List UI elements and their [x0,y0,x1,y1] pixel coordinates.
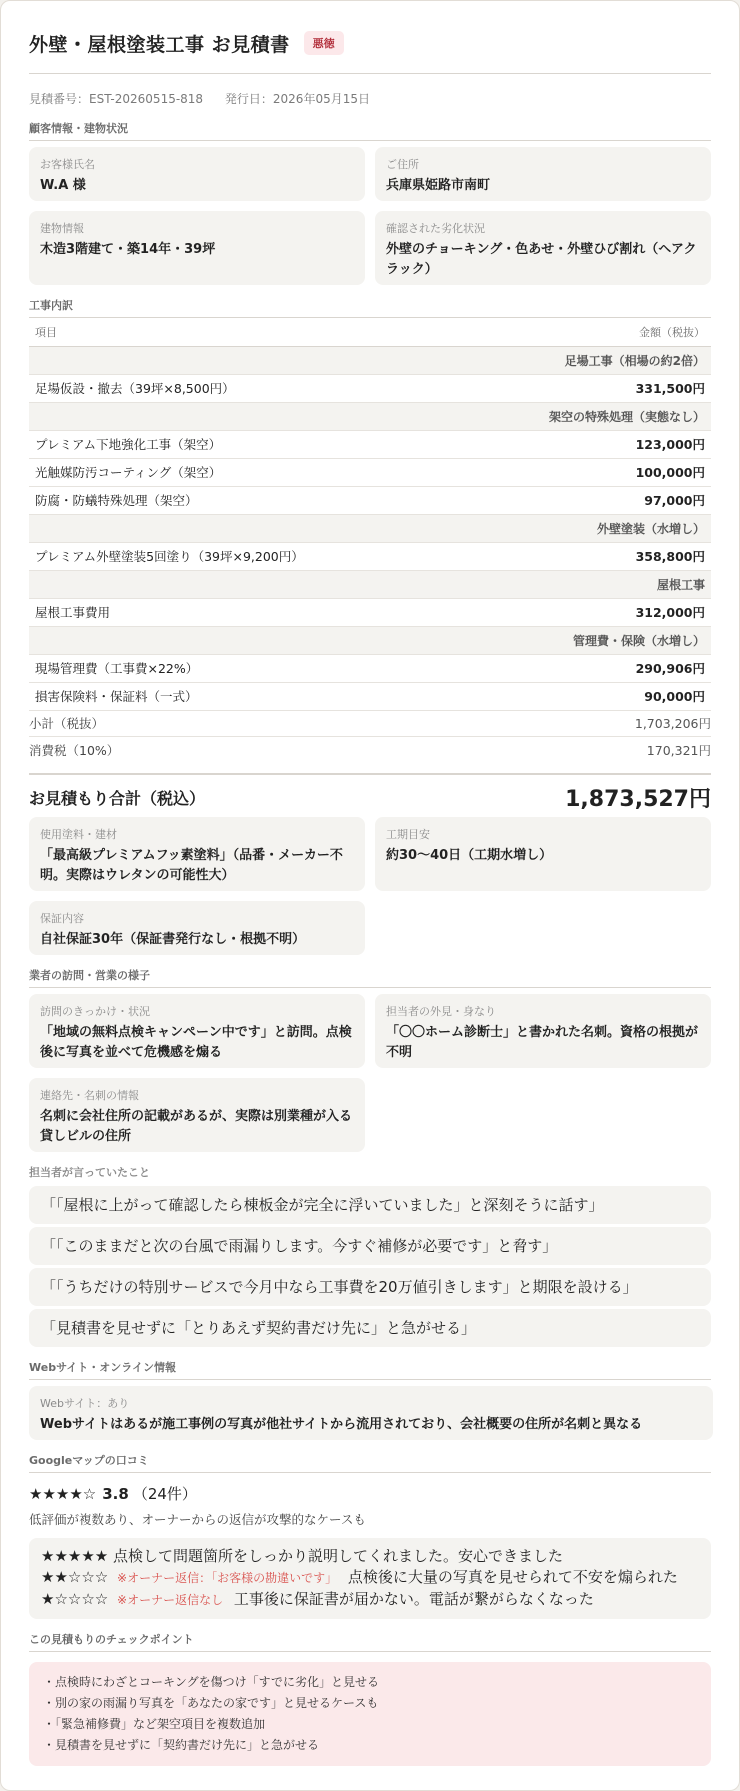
building-info-box [29,211,365,285]
issue-date: 発行日：2026年05月15日 [224,92,370,106]
checkpoint-item: ・「緊急補修費」など架空項目を複数追加 [43,1716,266,1731]
review-item [41,1567,699,1589]
rating-note: 低評価が複数あり、オーナーからの返信が攻撃的なケースも [29,1511,366,1527]
rep-appearance: 「〇〇ホーム診断士」と書かれた名刺。資格の根拠が不明 [386,1024,699,1060]
tax-row [29,737,711,763]
subtotal-row [29,711,711,737]
website-info: Webサイトはあるが施工事例の写真が他社サイトから流用されており、会社概要の住所が名刺と異なる [40,1416,643,1432]
table-row: 損害保険料・保証料（一式） 90,000円 [29,682,711,710]
checkpoint-item: ・点検時にわざとコーキングを傷つけ「すでに劣化」と見せる [43,1674,380,1689]
section-title-visit: 業者の訪問・営業の様子 [29,967,711,988]
total-value: 1,873,527円 [565,787,711,812]
table-row: 屋根工事費用 312,000円 [29,598,711,626]
construction-period: 約30〜40日（工期水増し） [386,847,553,863]
customer-name-box [29,147,365,201]
table-row: プレミアム下地強化工事（架空） 123,000円 [29,430,711,458]
field-label: 建物情報 [40,222,84,235]
field-label: ご住所 [386,158,419,171]
review-stars: ★★☆☆☆ [41,1567,109,1586]
website-box [29,1386,713,1440]
customer-name: W.A 様 [40,178,86,193]
col-item: 項目 [29,318,558,346]
field-label: 担当者の外見・身なり [386,1004,496,1018]
estimate-meta [29,90,711,108]
checkpoints-box [29,1662,711,1766]
saying-item: 「「うちだけの特別サービスで今月中なら工事費を20万値引きします」と期限を設ける」 [29,1268,711,1306]
table-row: プレミアム外壁塗装5回塗り（39坪×9,200円） 358,800円 [29,542,711,570]
field-label: 工期目安 [386,827,430,841]
customer-grid [29,147,711,285]
section-title-work: 工事内訳 [29,297,711,318]
owner-reply: ※オーナー返信：「お客様の勘違いです」 [117,1570,338,1585]
section-title-checkpoints: この見積もりのチェックポイント [29,1631,711,1652]
table-row: 光触媒防汚コーティング（架空） 100,000円 [29,458,711,486]
review-stars: ★★★★★ [41,1546,109,1565]
saying-item: 「「屋根に上がって確認したら棟板金が完全に浮いていました」と深刻そうに話す」 [29,1186,711,1224]
visit-reason-box [29,994,365,1068]
sayings-list [29,1186,711,1347]
title-row [29,27,711,59]
table-row: 足場仮設・撤去（39坪×8,500円） 331,500円 [29,374,711,402]
estimate-number: 見積番号：EST-20260515-818 [29,92,204,106]
construction-period-box [375,817,711,891]
warranty: 自社保証30年（保証書発行なし・根拠不明） [40,931,306,947]
table-group-row: 管理費・保険（水増し） [29,626,711,654]
deterioration-box [375,211,711,285]
saying-item: 「「このままだと次の台風で雨漏りします。今すぐ補修が必要です」と脅す」 [29,1227,711,1265]
subtotal-value: 1,703,206円 [634,716,711,731]
section-title-customer: 顧客情報・建物状況 [29,120,711,141]
paint-material-box [29,817,365,891]
total-row [29,773,711,813]
table-group-row: 屋根工事 [29,570,711,598]
review-item [41,1546,699,1567]
rating-stars: ★★★★☆ [29,1484,97,1503]
table-group-row: 足場工事（相場の約2倍） [29,346,711,374]
review-text: 工事後に保証書が届かない。電話が繋がらなくなった [233,1589,594,1608]
review-text: 点検後に大量の写真を見せられて不安を煽られた [347,1567,678,1586]
google-rating [29,1482,711,1506]
work-table [29,318,711,711]
building-info: 木造3階建て・築14年・39坪 [40,242,216,257]
customer-address: 兵庫県姫路市南町 [386,178,491,193]
table-group-row: 外壁塗装（水増し） [29,514,711,542]
col-amount: 金額（税抜） [558,318,711,346]
tax-label: 消費税（10%） [29,742,120,758]
field-label: 保証内容 [40,911,84,925]
total-label: お見積もり合計（税込） [29,789,206,808]
field-label: 確認された劣化状況 [386,222,485,235]
checkpoint-item: ・見積書を見せずに「契約書だけ先に」と急がせる [43,1737,320,1752]
field-label: お客様氏名 [40,158,95,171]
field-label: 使用塗料・建材 [40,827,117,841]
section-title-sayings: 担当者が言っていたこと [29,1165,150,1179]
spec-grid [29,817,711,955]
visit-reason: 「地域の無料点検キャンペーン中です」と訪問。点検後に写真を並べて危機感を煽る [40,1024,352,1060]
rating-value: 3.8 [102,1484,129,1503]
owner-reply: ※オーナー返信なし [117,1592,224,1607]
review-count: （24件） [132,1485,197,1503]
section-title-website: Webサイト・オンライン情報 [29,1359,711,1380]
subtotal-label: 小計（税抜） [29,716,105,731]
table-row: 現場管理費（工事費×22%） 290,906円 [29,654,711,682]
deterioration: 外壁のチョーキング・色あせ・外壁ひび割れ（ヘアクラック） [386,242,697,277]
review-text: 点検して問題箇所をしっかり説明してくれました。安心できました [113,1546,564,1565]
divider [29,73,711,74]
table-group-row: 架空の特殊処理（実態なし） [29,402,711,430]
contact-info-box [29,1078,365,1152]
table-header-row [29,318,711,346]
paint-material: 「最高級プレミアムフッ素塗料」（品番・メーカー不明。実際はウレタンの可能性大） [40,847,343,883]
field-label: 連絡先・名刺の情報 [40,1088,139,1102]
page-title: 外壁・屋根塗装工事 お見積書 [29,33,290,56]
table-row: 防腐・防蟻特殊処理（架空） 97,000円 [29,486,711,514]
customer-address-box [375,147,711,201]
section-title-google: Googleマップの口コミ [29,1452,711,1473]
reviews-box [29,1538,711,1619]
warranty-box [29,901,365,955]
visit-grid [29,994,711,1152]
rep-appearance-box [375,994,711,1068]
field-label: 訪問のきっかけ・状況 [40,1004,150,1018]
status-badge: 悪徳 [304,31,344,55]
review-item [41,1589,699,1611]
contact-info: 名刺に会社住所の記載があるが、実際は別業種が入る貸しビルの住所 [40,1108,353,1144]
tax-value: 170,321円 [646,742,711,758]
review-stars: ★☆☆☆☆ [41,1589,109,1608]
checkpoint-item: ・別の家の雨漏り写真を「あなたの家です」と見せるケースも [43,1695,379,1710]
saying-item: 「見積書を見せずに「とりあえず契約書だけ先に」と急がせる」 [29,1309,711,1347]
field-label: Webサイト：あり [40,1396,130,1410]
